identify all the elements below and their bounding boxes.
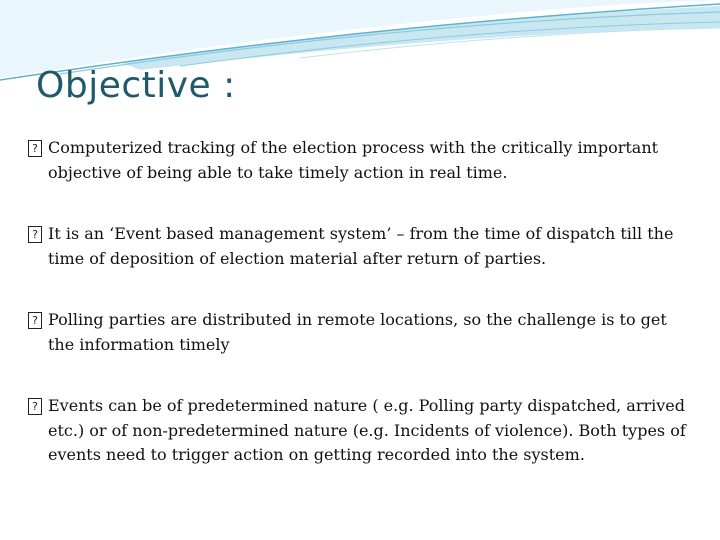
bullet-glyph-icon: ? [28,140,42,157]
bullet-item [28,394,688,468]
bullet-glyph-icon: ? [28,398,42,415]
bullet-text: Computerized tracking of the election process with the critically important objective of being able to take timely action in real time. [48,138,659,182]
bullet-text: Polling parties are distributed in remote locations, so the challenge is to get the information timely [48,310,667,354]
bullet-item [28,136,688,185]
bullet-item [28,222,688,271]
slide-title: Objective : [36,65,236,106]
bullet-text: It is an ‘Event based management system’ – from the time of dispatch till the time of deposition of election material after return of parties. [48,224,674,268]
bullet-text: Events can be of predetermined nature ( e.g. Polling party dispatched, arrived etc.) or of non-predetermined nature (e.g. Incidents of violence). Both types of events need to trigger action on getting recorded into the system. [48,396,686,464]
bullet-glyph-icon: ? [28,312,42,329]
bullet-item [28,308,688,357]
bullet-glyph-icon: ? [28,226,42,243]
bullet-list [28,136,688,468]
